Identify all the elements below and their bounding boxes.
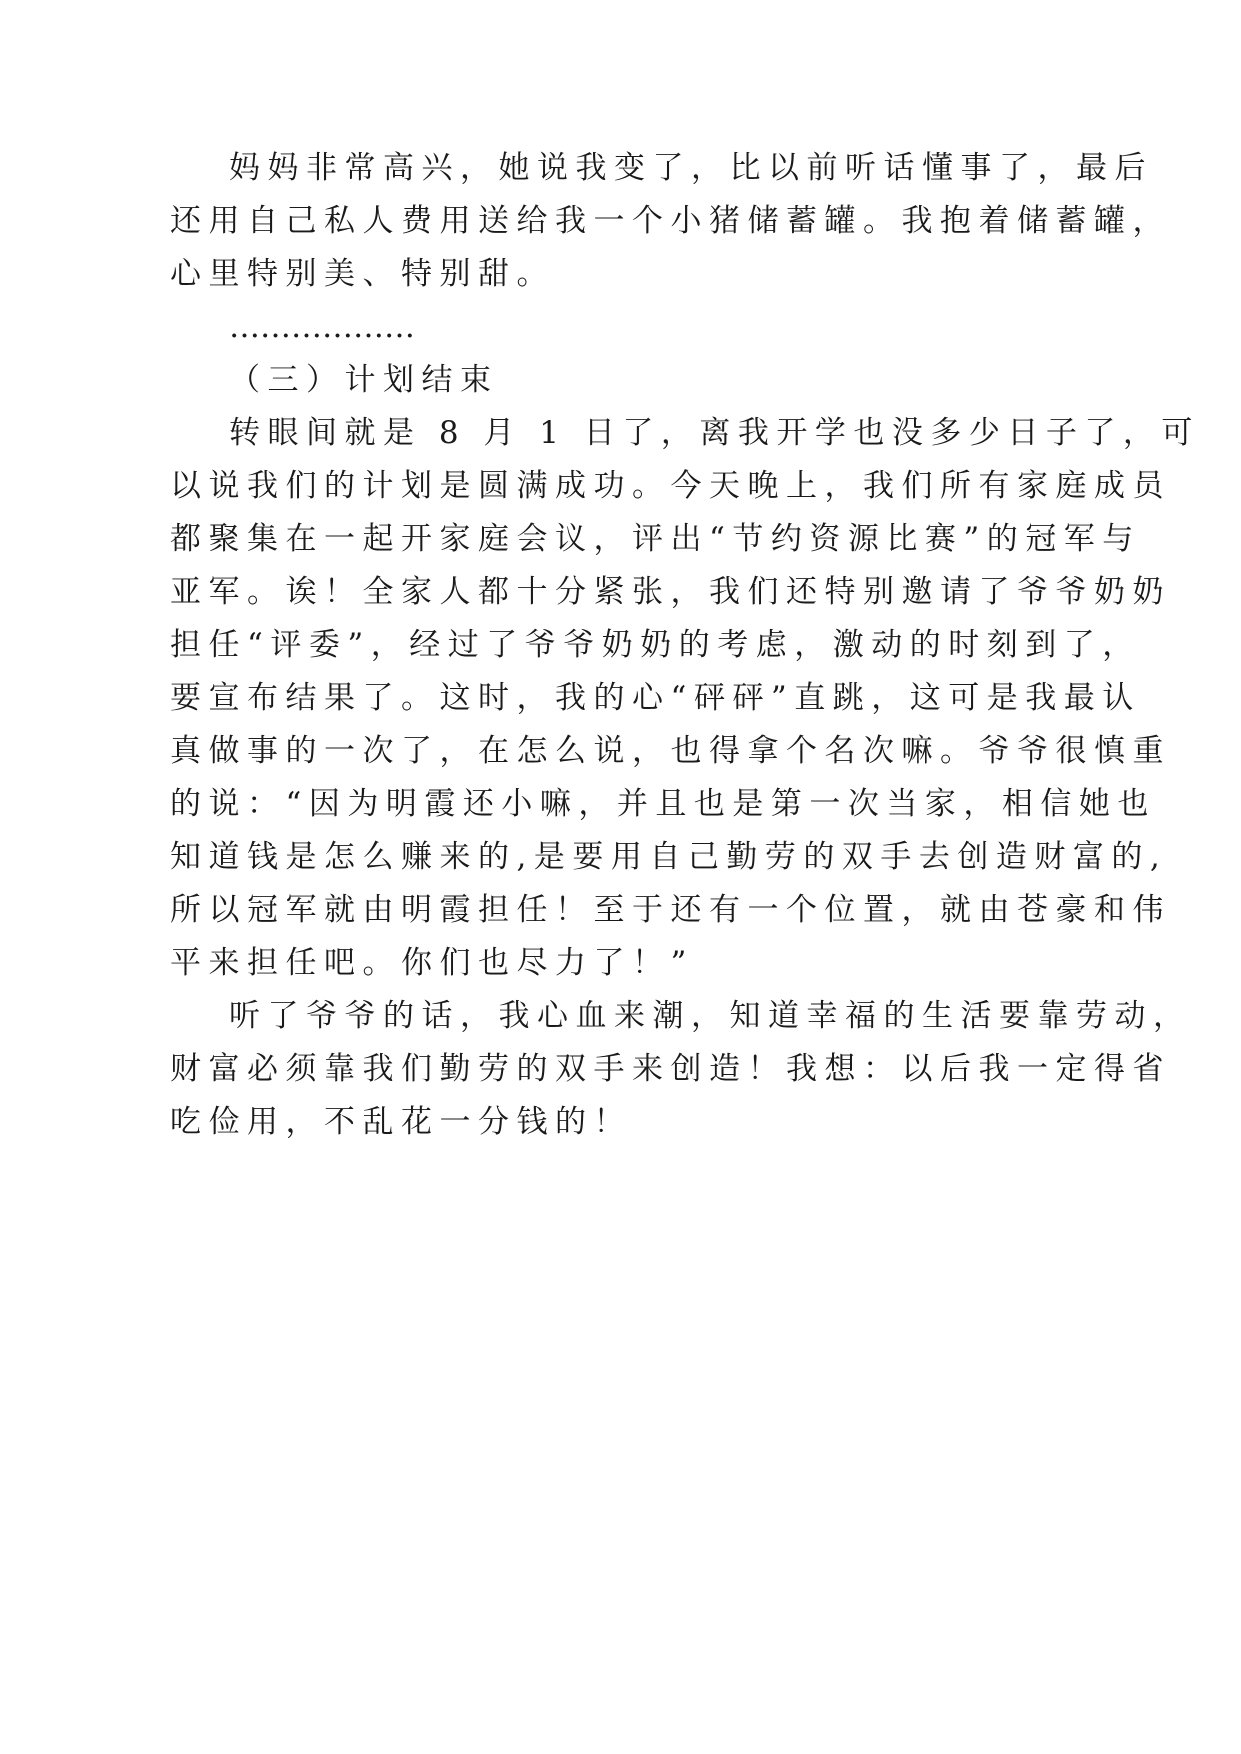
paragraph-line: 心里特别美、特别甜。 (170, 256, 555, 292)
paragraph-line: 妈妈非常高兴，她说我变了，比以前听话懂事了，最后 (229, 150, 1153, 186)
paragraph-line: 财富必须靠我们勤劳的双手来创造！我想：以后我一定得省 (170, 1051, 1171, 1087)
paragraph-line: 所以冠军就由明霞担任！至于还有一个位置，就由苍豪和伟 (170, 892, 1171, 928)
paragraph-line: 以说我们的计划是圆满成功。今天晚上，我们所有家庭成员 (170, 468, 1171, 504)
paragraph-line: 吃俭用，不乱花一分钱的！ (170, 1104, 632, 1140)
paragraph-line: 听了爷爷的话，我心血来潮，知道幸福的生活要靠劳动， (229, 998, 1192, 1034)
paragraph-line: 要宣布结果了。这时，我的心“砰砰”直跳，这可是我最认 (170, 680, 1141, 716)
paragraph-line: 担任“评委”，经过了爷爷奶奶的考虑，激动的时刻到了， (170, 627, 1141, 663)
paragraph-line: 还用自己私人费用送给我一个小猪储蓄罐。我抱着储蓄罐， (170, 203, 1171, 239)
paragraph-line: 转眼间就是 8 月 1 日了，离我开学也没多少日子了，可 (229, 415, 1200, 451)
paragraph-line: 真做事的一次了，在怎么说，也得拿个名次嘛。爷爷很慎重 (170, 733, 1171, 769)
ellipsis-line: ……………… (229, 309, 415, 345)
paragraph-line: 亚军。诶！全家人都十分紧张，我们还特别邀请了爷爷奶奶 (170, 574, 1171, 610)
paragraph-line: 平来担任吧。你们也尽力了！” (170, 945, 694, 981)
paragraph-line: 知道钱是怎么赚来的,是要用自己勤劳的双手去创造财富的, (170, 839, 1168, 875)
paragraph-line: 都聚集在一起开家庭会议，评出“节约资源比赛”的冠军与 (170, 521, 1141, 557)
section-heading: （三）计划结束 (229, 362, 499, 398)
paragraph-line: 的说：“因为明霞还小嘛，并且也是第一次当家，相信她也 (170, 786, 1156, 822)
